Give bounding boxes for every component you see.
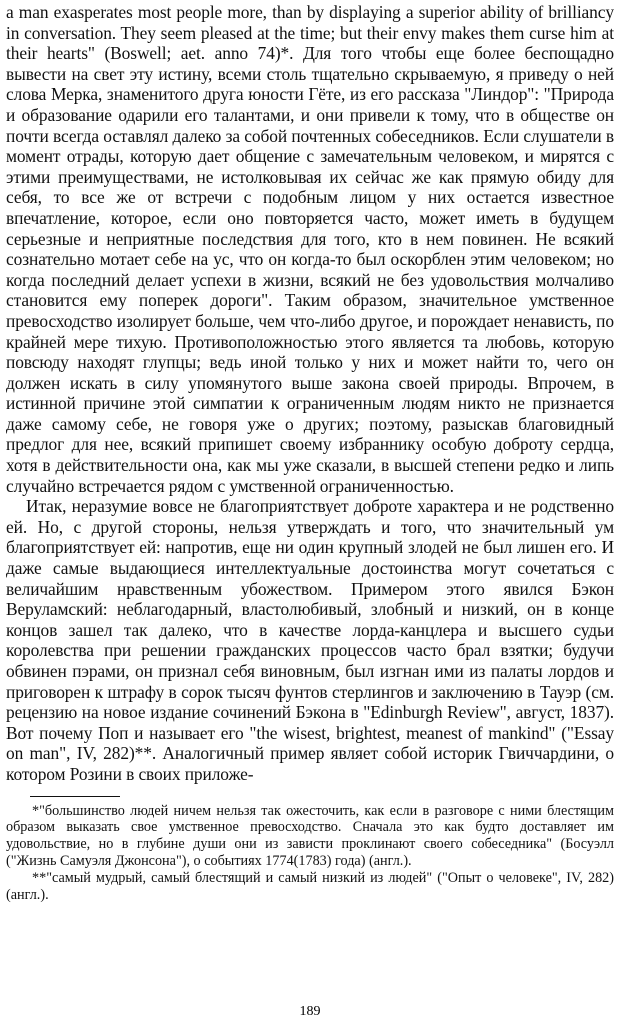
paragraph-1: a man exasperates most people more, than by displaying a superior ability of brilliancy in conversation. They seem pleased at the time; but their envy makes them curse him at their hearts" (Boswell; aet. anno 74)*. Для того чтобы еще более беспощадно вывести на свет эту истину, всеми столь тщательно скрываемую, я приведу о ней слова Мерка, знаменитого друга юности Гёте, из его рассказа "Линдор": "Природа и образование одарили его талантами, и они привели к тому, что в обществе он почти всегда оставлял далеко за собой почтенных собеседников. Если слушатели в момент отрады, которую дает общение с замечательным человеком, и мирятся с этими преимуществами, не истолковывая их сейчас же как прямую обиду для себя, то все же от встречи с подобным лицом у них остается известное впечатление, которое, если оно повторяется часто, может иметь в будущем серьезные и неприятные последствия для того, кто в нем повинен. Не всякий сознательно мотает себе на ус, что он когда-то был оскорблен этим человеком; но когда последний делает успехи в жизни, всякий не без удовольствия молчаливо становится ему поперек дороги". Таким образом, значительное умственное превосходство изолирует больше, чем что-либо другое, и порождает ненависть, по крайней мере тихую. Противоположностью этого является та любовь, которую повсюду находят глупцы; ведь иной только у них и может найти то, чего он должен искать в силу упомянутого выше закона своей природы. Впрочем, в истинной причине этой симпатии к ограниченным людям никто не признается даже самому себе, не говоря уже о других; поэтому, разыскав благовидный предлог для нее, всякий припишет своему избраннику особую доброту сердца, хотя в действительности она, как мы уже сказали, в высшей степени редко и липь случайно встречается рядом с умственной ограниченностью. [6,2,614,496]
main-text [6,2,614,785]
page-number: 189 [299,1004,321,1019]
footnote-1: *"большинство людей ничем нельзя так ожесточить, как если в разговоре с ними блестящим образом выказать свое умственное превосходство. Сначала это как будто доставляет им удовольствие, но в глубине души они из зависти проклинают своего собеседника" (Босуэлл ("Жизнь Самуэля Джонсона"), о событиях 1774(1783) года) (англ.). [6,802,614,869]
footnote-separator [30,796,120,797]
footnote-2: **"самый мудрый, самый блестящий и самый низкий из людей" ("Опыт о человеке", IV, 282) (англ.). [6,869,614,903]
paragraph-2: Итак, неразумие вовсе не благоприятствует доброте характера и не родственно ей. Но, с другой стороны, нельзя утверждать и того, что значительный ум благоприятствует ей: напротив, еще ни один крупный злодей не был лишен его. И даже самые выдающиеся интеллектуальные достоинства могут сочетаться с величайшим нравственным убожеством. Примером этого явился Бэкон Веруламский: неблагодарный, властолюбивый, злобный и низкий, он в конце концов зашел так далеко, что в качестве лорда-канцлера и высшего судьи королевства при решении гражданских процессов часто брал взятки; будучи обвинен пэрами, он признал себя виновным, был изгнан ими из палаты лордов и приговорен к штрафу в сорок тысяч фунтов стерлингов и заключению в Тауэр (см. рецензию на новое издание сочинений Бэкона в "Edinburgh Review", август, 1837). Вот почему Поп и называет его "the wisest, brightest, meanest of mankind" ("Essay on man", IV, 282)**. Аналогичный пример являет собой историк Гвиччардини, о котором Розини в своих приложе- [6,496,614,784]
footnotes [6,803,614,904]
